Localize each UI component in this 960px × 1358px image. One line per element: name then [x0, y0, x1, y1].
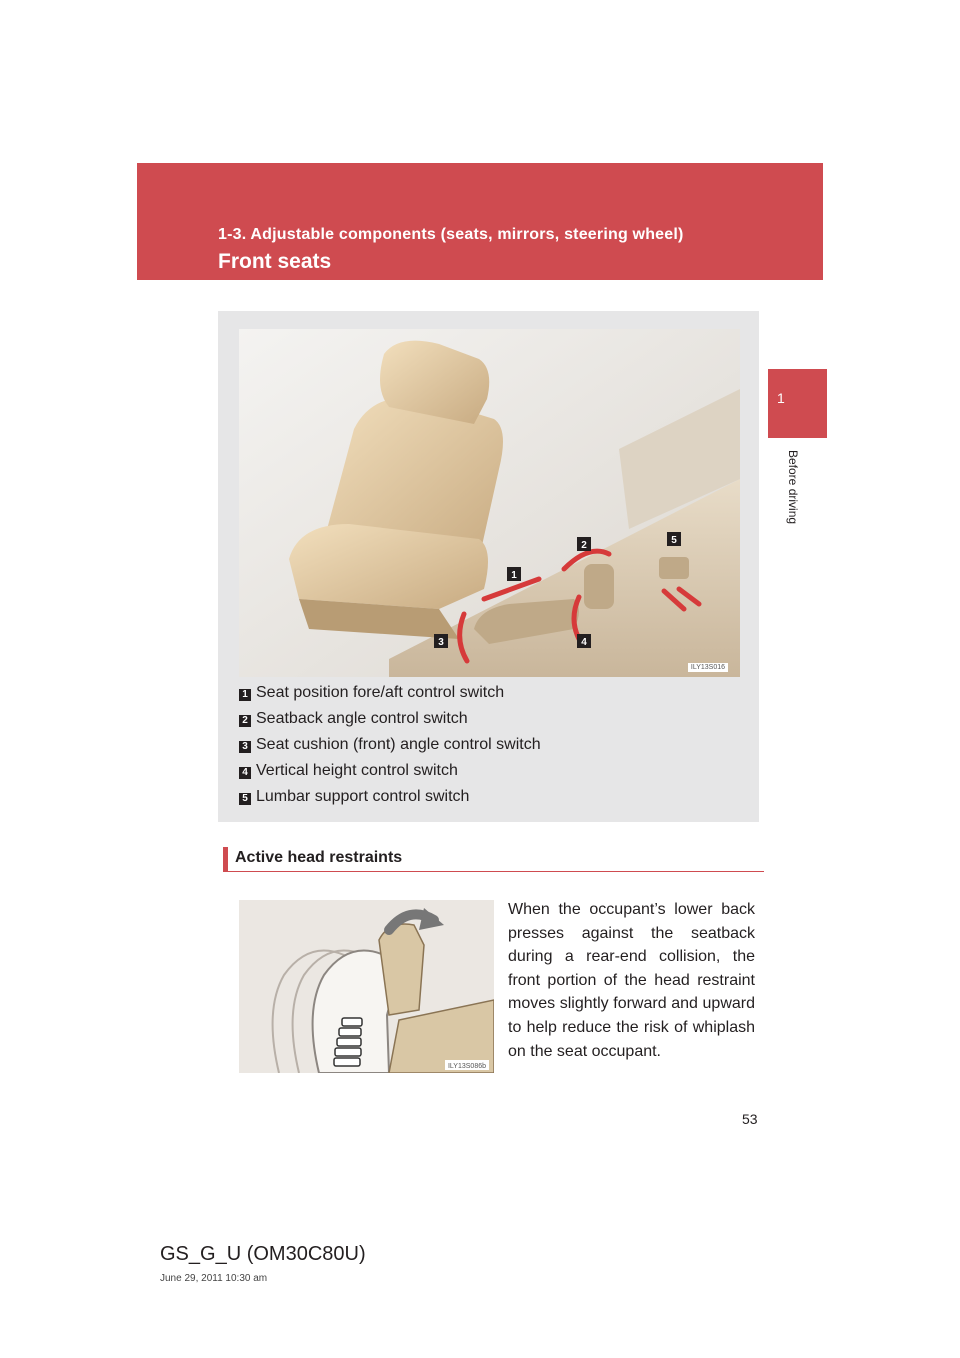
callout-1: 1: [511, 570, 517, 581]
legend-text: Seatback angle control switch: [256, 710, 468, 727]
callout-4: 4: [581, 637, 587, 648]
legend-text: Seat cushion (front) angle control switch: [256, 736, 541, 753]
page-title: Front seats: [218, 250, 332, 273]
document-date: June 29, 2011 10:30 am: [160, 1273, 268, 1284]
number-badge: 3: [239, 741, 251, 753]
seat-controls-illustration: [239, 329, 740, 677]
callout-3: 3: [438, 637, 444, 648]
legend-text: Seat position fore/aft control switch: [256, 684, 505, 701]
figure-code: ILY13S016: [688, 663, 728, 672]
subsection-heading: [223, 847, 764, 872]
document-code: GS_G_U (OM30C80U): [160, 1243, 366, 1265]
number-badge: 1: [239, 689, 251, 701]
number-badge: 4: [239, 767, 251, 779]
callout-5: 5: [671, 535, 677, 546]
chapter-number: 1: [777, 390, 785, 406]
legend-text: Lumbar support control switch: [256, 788, 470, 805]
head-restraint-illustration: [239, 900, 494, 1073]
chapter-side-label: Before driving: [786, 450, 800, 525]
callout-2: 2: [581, 540, 587, 551]
legend-text: Vertical height control switch: [256, 762, 458, 779]
section-label: 1-3. Adjustable components (seats, mirrors, steering wheel): [218, 226, 684, 243]
body-paragraph: When the occupant’s lower back presses against the seatback during a rear-end collision, the front portion of the head restraint moves slightly forward and upward to help reduce the risk of whiplash on the seat occupant.: [508, 901, 755, 1060]
page-number: 53: [742, 1111, 758, 1127]
subsection-title: Active head restraints: [235, 849, 403, 866]
chapter-tab[interactable]: [768, 369, 827, 438]
number-badge: 2: [239, 715, 251, 727]
figure-code-2: ILY13S086b: [447, 1063, 487, 1070]
number-badge: 5: [239, 793, 251, 805]
